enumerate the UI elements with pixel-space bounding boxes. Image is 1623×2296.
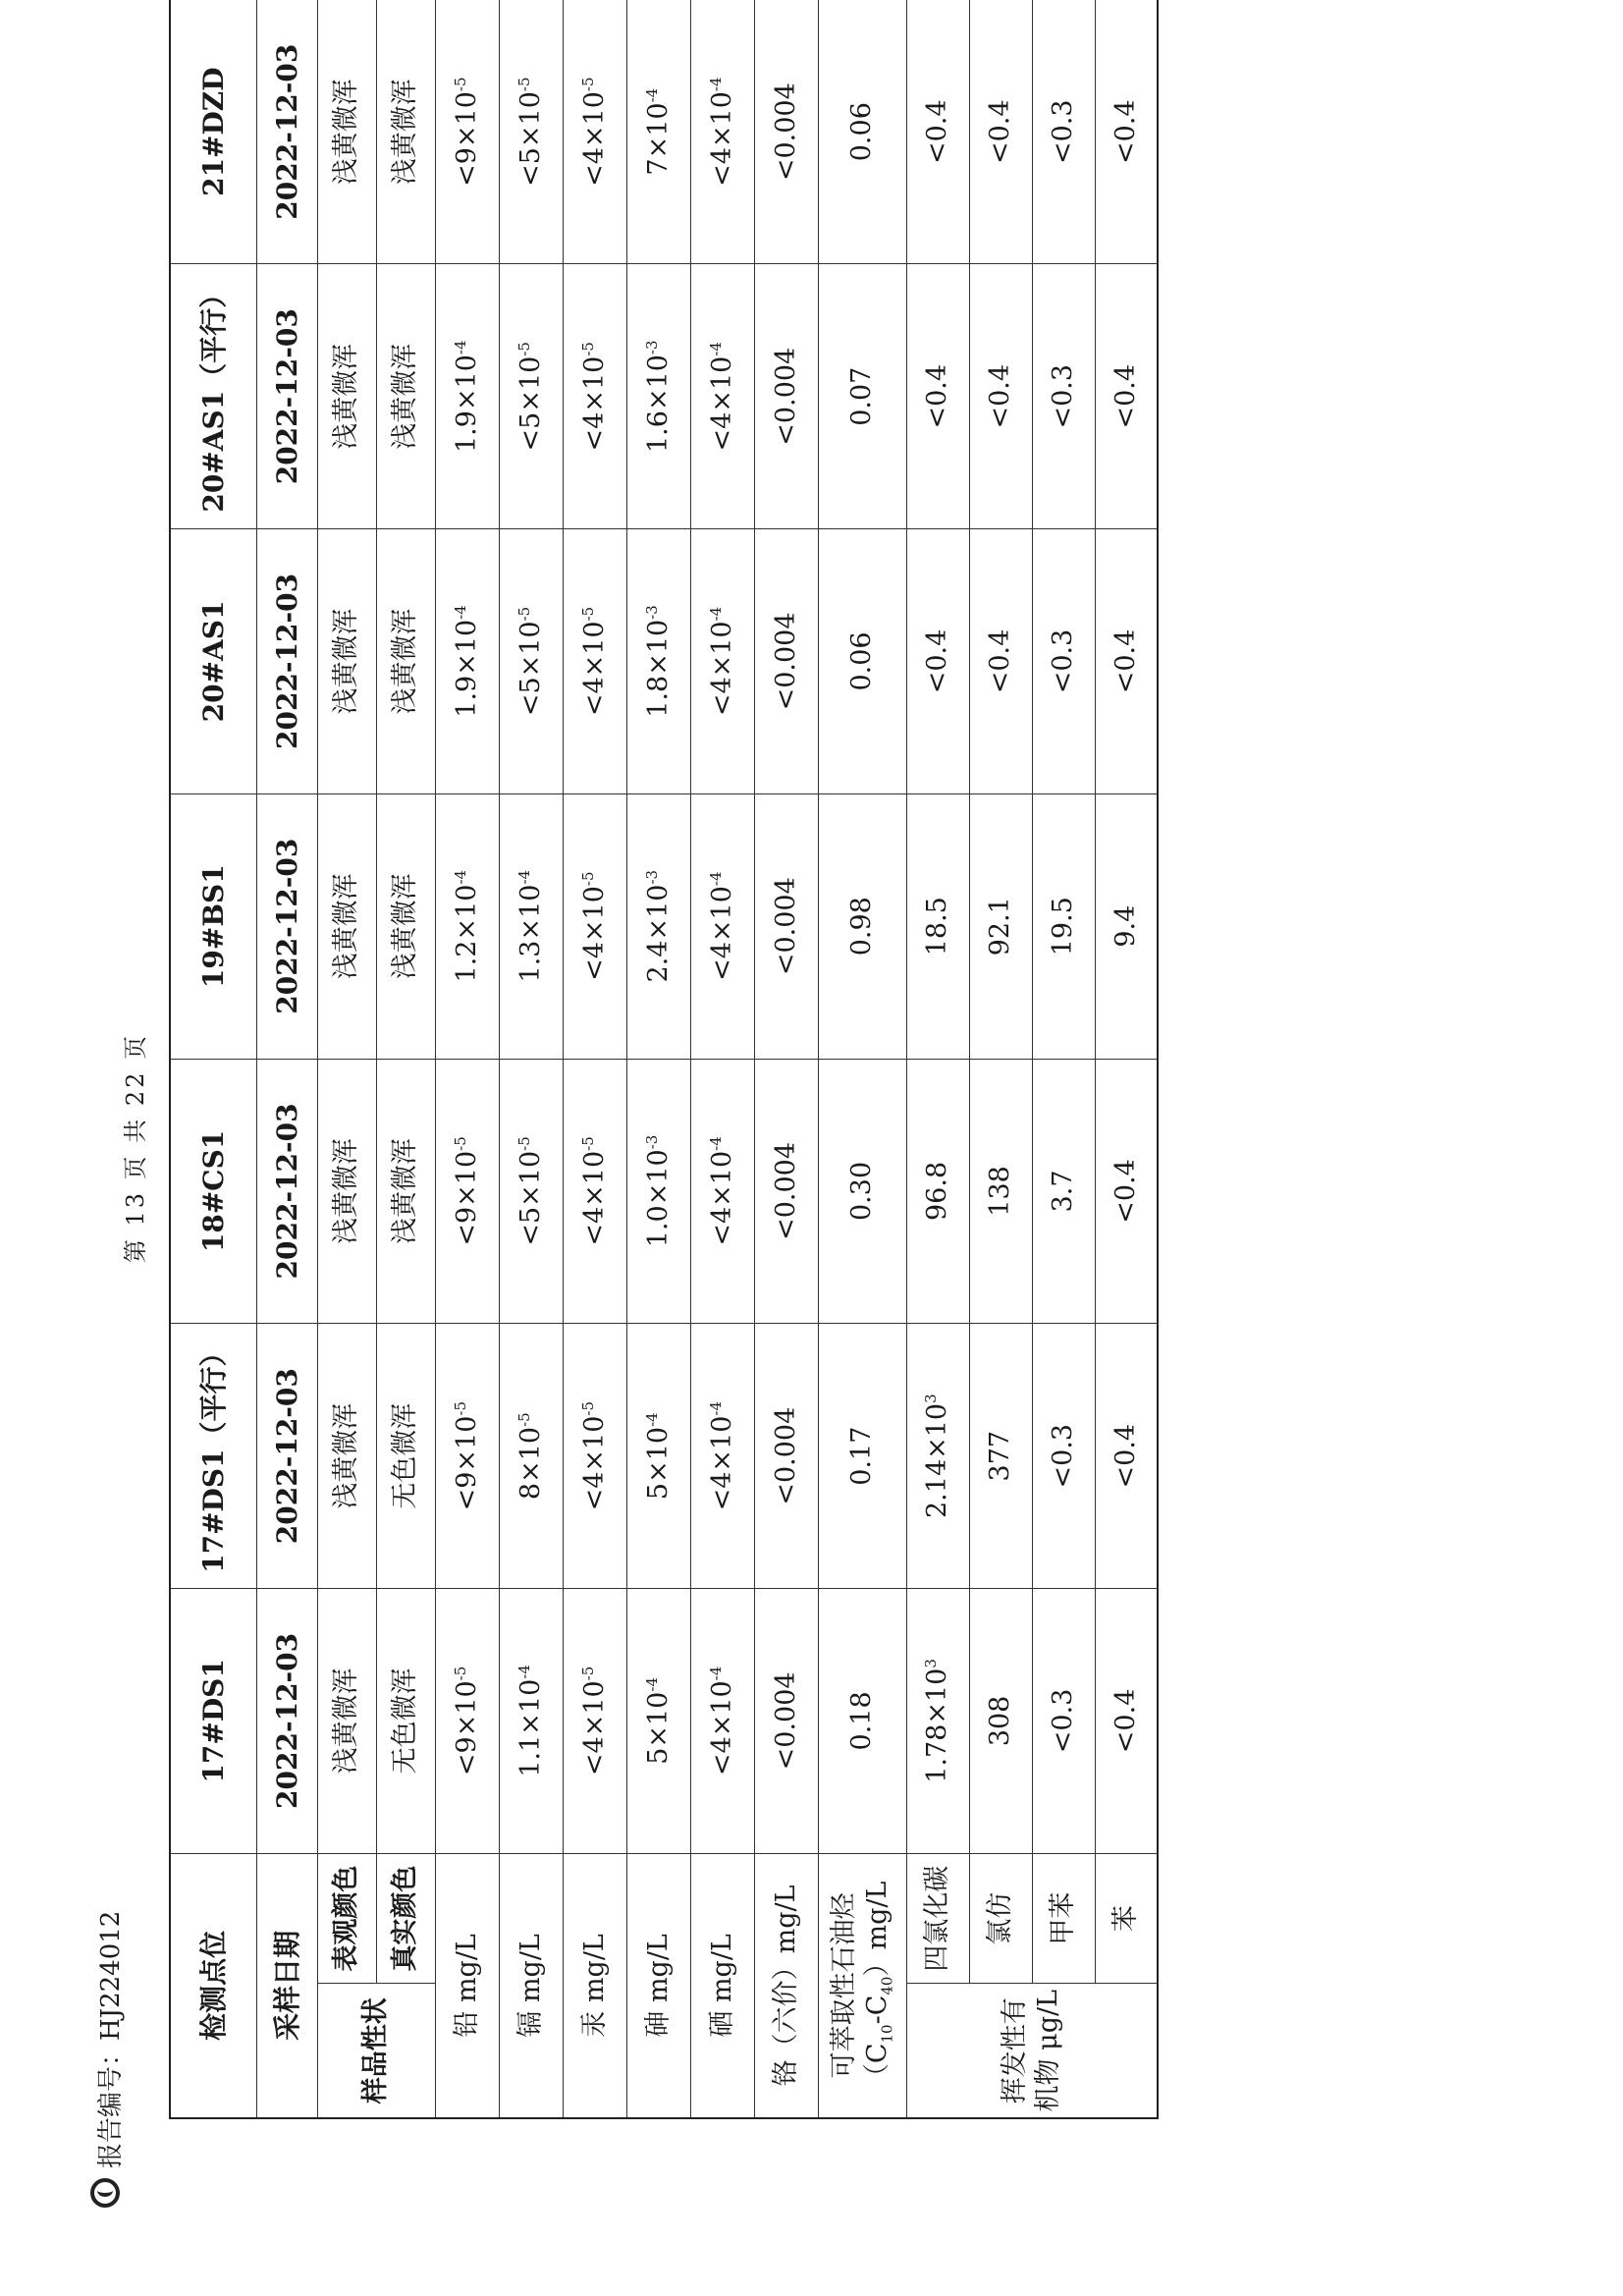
chloroform-value-cell: [969, 793, 1032, 1059]
chromium-value-cell: [754, 529, 818, 794]
selenium-value: <4×10: [706, 621, 737, 717]
selenium-exponent: -4: [706, 871, 725, 887]
true-color-label: 真实颜色: [376, 1853, 435, 1984]
date-cell: 2022-12-03: [256, 1589, 317, 1854]
arsenic-exponent: -4: [642, 1412, 661, 1427]
cadmium-exponent: -5: [514, 1136, 533, 1151]
location-label: 检测点位: [170, 1853, 256, 2118]
chromium-value: <0.004: [770, 1406, 801, 1505]
lead-value-cell: [435, 0, 499, 264]
toluene-value-cell: [1032, 793, 1095, 1059]
toluene-label: 甲苯: [1032, 1853, 1095, 1984]
cadmium-value-cell: [499, 1059, 563, 1324]
mercury-value: <4×10: [578, 355, 610, 452]
petroleum-value: 0.17: [846, 1426, 878, 1486]
chromium-value: <0.004: [770, 612, 801, 711]
mercury-value-cell: [563, 529, 626, 794]
apparent-color-cell: 浅黄微浑: [317, 529, 376, 794]
cadmium-exponent: -5: [514, 77, 533, 92]
cadmium-value: <5×10: [514, 91, 546, 187]
petroleum-value-cell: [818, 264, 906, 529]
sample-group-label: 样品性状: [317, 1984, 435, 2118]
chloroform-value-cell: [969, 529, 1032, 794]
chromium-value: <0.004: [770, 347, 801, 446]
ccl4-value: 2.14×10: [922, 1402, 953, 1518]
cadmium-value-cell: [499, 1589, 563, 1854]
arsenic-value: 5×10: [642, 1426, 674, 1501]
chloroform-value: <0.4: [985, 363, 1016, 429]
chloroform-value: 377: [985, 1430, 1016, 1482]
benzene-value: <0.4: [1109, 629, 1141, 694]
arsenic-exponent: -3: [642, 605, 661, 620]
chloroform-value: <0.4: [985, 629, 1016, 694]
selenium-value-cell: [690, 1324, 754, 1589]
lead-exponent: -4: [451, 340, 469, 355]
ccl4-value-cell: [906, 529, 969, 794]
mercury-value: <4×10: [578, 91, 610, 187]
selenium-value-cell: [690, 793, 754, 1059]
benzene-value: 9.4: [1109, 904, 1141, 948]
selenium-value-cell: [690, 1059, 754, 1324]
selenium-value: <4×10: [706, 1680, 737, 1777]
table-row-location: [170, 0, 256, 2118]
table-row-date: [256, 0, 317, 2118]
cadmium-value-cell: [499, 1324, 563, 1589]
true-color-cell: 浅黄微浑: [376, 529, 435, 794]
voc-group-label: 挥发性有机物 μg/L: [906, 1984, 1158, 2118]
cadmium-value: 1.1×10: [514, 1678, 546, 1777]
chloroform-value: 138: [985, 1166, 1016, 1217]
selenium-value-cell: [690, 0, 754, 264]
benzene-value-cell: [1095, 529, 1158, 794]
lead-value: <9×10: [451, 91, 482, 187]
true-color-cell: 浅黄微浑: [376, 1059, 435, 1324]
arsenic-value: 1.8×10: [642, 619, 674, 718]
petroleum-value-cell: [818, 0, 906, 264]
cadmium-value: <5×10: [514, 355, 546, 452]
selenium-value: <4×10: [706, 886, 737, 981]
toluene-value: <0.3: [1048, 363, 1079, 429]
apparent-color-cell: 浅黄微浑: [317, 793, 376, 1059]
ccl4-value: <0.4: [922, 629, 953, 694]
petroleum-value: 0.30: [846, 1161, 878, 1221]
ccl4-value-cell: [906, 1324, 969, 1589]
date-cell: 2022-12-03: [256, 1059, 317, 1324]
table-row-lead: [435, 0, 499, 2118]
chromium-value-cell: [754, 264, 818, 529]
arsenic-value: 1.0×10: [642, 1149, 674, 1248]
selenium-value-cell: [690, 1589, 754, 1854]
petroleum-value: 0.06: [846, 102, 878, 162]
petroleum-label: [818, 1853, 906, 2118]
lead-exponent: -5: [451, 1136, 469, 1151]
location-cell: 20#AS1: [170, 529, 256, 794]
table-row-chromium: [754, 0, 818, 2118]
cadmium-value: 1.3×10: [514, 884, 546, 983]
lead-value: 1.9×10: [451, 355, 482, 453]
lead-exponent: -4: [451, 605, 469, 620]
petroleum-value: 0.06: [846, 631, 878, 691]
ccl4-value: 18.5: [922, 897, 953, 957]
lead-exponent: -5: [451, 77, 469, 92]
selenium-exponent: -4: [706, 606, 725, 622]
cadmium-label: 镉 mg/L: [499, 1853, 563, 2118]
chromium-label: 铬（六价）mg/L: [754, 1853, 818, 2118]
table-row-benzene: [1095, 0, 1158, 2118]
arsenic-exponent: -3: [642, 1134, 661, 1150]
arsenic-value: 2.4×10: [642, 884, 674, 983]
ccl4-value: <0.4: [922, 363, 953, 429]
chloroform-value: 308: [985, 1695, 1016, 1747]
date-cell: 2022-12-03: [256, 529, 317, 794]
location-cell: 19#BS1: [170, 793, 256, 1059]
selenium-value-cell: [690, 529, 754, 794]
arsenic-value: 5×10: [642, 1691, 674, 1765]
petroleum-sub-40: 40: [878, 1976, 896, 1995]
date-cell: 2022-12-03: [256, 264, 317, 529]
benzene-value-cell: [1095, 0, 1158, 264]
table-row-selenium: [690, 0, 754, 2118]
mercury-value-cell: [563, 1589, 626, 1854]
arsenic-value: 7×10: [642, 102, 674, 176]
toluene-value: <0.3: [1048, 99, 1079, 164]
ccl4-value-cell: [906, 793, 969, 1059]
location-cell: 17#DS1: [170, 1589, 256, 1854]
benzene-value-cell: [1095, 793, 1158, 1059]
chloroform-value-cell: [969, 1059, 1032, 1324]
cadmium-exponent: -5: [514, 342, 533, 356]
page-number: 第 13 页 共 22 页: [122, 1032, 149, 1264]
toluene-value: <0.3: [1048, 629, 1079, 694]
mercury-value: <4×10: [578, 1150, 610, 1246]
arsenic-exponent: -3: [642, 340, 661, 355]
selenium-label: 硒 mg/L: [690, 1853, 754, 2118]
apparent-color-cell: 浅黄微浑: [317, 0, 376, 264]
selenium-exponent: -4: [706, 77, 725, 92]
apparent-color-cell: 浅黄微浑: [317, 1589, 376, 1854]
mercury-exponent: -5: [578, 342, 597, 356]
lead-value: <9×10: [451, 1415, 482, 1511]
cadmium-exponent: -4: [514, 869, 533, 885]
mercury-value-cell: [563, 0, 626, 264]
apparent-color-cell: 浅黄微浑: [317, 264, 376, 529]
mercury-exponent: -5: [578, 1136, 597, 1151]
cadmium-exponent: -5: [514, 606, 533, 622]
lead-exponent: -5: [451, 1666, 469, 1681]
mercury-value-cell: [563, 1324, 626, 1589]
true-color-cell: 浅黄微浑: [376, 264, 435, 529]
selenium-exponent: -4: [706, 1136, 725, 1151]
ccl4-label: 四氯化碳: [906, 1853, 969, 1984]
mercury-value: <4×10: [578, 886, 610, 981]
chromium-value-cell: [754, 793, 818, 1059]
true-color-cell: 无色微浑: [376, 1324, 435, 1589]
chromium-value-cell: [754, 1324, 818, 1589]
lead-value-cell: [435, 793, 499, 1059]
ccl4-exponent: 3: [922, 1394, 941, 1403]
toluene-value-cell: [1032, 529, 1095, 794]
ccl4-value: 96.8: [922, 1161, 953, 1221]
selenium-value: <4×10: [706, 1415, 737, 1511]
petroleum-value-cell: [818, 1589, 906, 1854]
petroleum-value-cell: [818, 1059, 906, 1324]
apparent-color-cell: 浅黄微浑: [317, 1059, 376, 1324]
toluene-value-cell: [1032, 264, 1095, 529]
cadmium-value-cell: [499, 264, 563, 529]
chloroform-value: <0.4: [985, 99, 1016, 164]
lead-label: 铅 mg/L: [435, 1853, 499, 2118]
ccl4-value-cell: [906, 1059, 969, 1324]
table-row-mercury: [563, 0, 626, 2118]
mercury-value-cell: [563, 1059, 626, 1324]
benzene-value: <0.4: [1109, 99, 1141, 164]
mercury-value: <4×10: [578, 1680, 610, 1777]
location-cell: 17#DS1（平行）: [170, 1324, 256, 1589]
mercury-label: 汞 mg/L: [563, 1853, 626, 2118]
selenium-value: <4×10: [706, 91, 737, 187]
mercury-exponent: -5: [578, 606, 597, 622]
toluene-value: 3.7: [1048, 1170, 1079, 1213]
ccl4-value-cell: [906, 264, 969, 529]
lead-value-cell: [435, 1324, 499, 1589]
arsenic-value-cell: [626, 793, 690, 1059]
arsenic-exponent: -4: [642, 87, 661, 103]
petroleum-value-cell: [818, 529, 906, 794]
cadmium-value-cell: [499, 793, 563, 1059]
results-table: [169, 0, 1159, 2119]
lead-value-cell: [435, 529, 499, 794]
chromium-value: <0.004: [770, 82, 801, 182]
chromium-value: <0.004: [770, 1141, 801, 1240]
petroleum-value-cell: [818, 793, 906, 1059]
report-number: 报告编号：HJ224012: [96, 1910, 126, 2168]
chloroform-value-cell: [969, 1589, 1032, 1854]
lead-value: 1.2×10: [451, 884, 482, 983]
mercury-exponent: -5: [578, 77, 597, 92]
toluene-value: <0.3: [1048, 1423, 1079, 1489]
lead-value: 1.9×10: [451, 619, 482, 718]
table-row-arsenic: [626, 0, 690, 2118]
cadmium-value: <5×10: [514, 1150, 546, 1246]
arsenic-value-cell: [626, 529, 690, 794]
chloroform-label: 氯仿: [969, 1853, 1032, 1984]
cadmium-exponent: -5: [514, 1412, 533, 1427]
selenium-exponent: -4: [706, 1400, 725, 1416]
arsenic-value-cell: [626, 0, 690, 264]
ccl4-value-cell: [906, 0, 969, 264]
arsenic-value-cell: [626, 264, 690, 529]
date-cell: 2022-12-03: [256, 1324, 317, 1589]
cadmium-value-cell: [499, 0, 563, 264]
petroleum-value: 0.98: [846, 897, 878, 957]
mercury-value: <4×10: [578, 621, 610, 717]
ccl4-value: <0.4: [922, 99, 953, 164]
toluene-value: <0.3: [1048, 1688, 1079, 1754]
cadmium-value: <5×10: [514, 621, 546, 717]
toluene-value-cell: [1032, 1324, 1095, 1589]
benzene-value-cell: [1095, 1324, 1158, 1589]
table-row-ccl4: [906, 0, 969, 2118]
selenium-value: <4×10: [706, 1150, 737, 1246]
table-row-apparent-color: [317, 0, 376, 2118]
petroleum-dash: -C: [861, 1995, 893, 2025]
date-cell: 2022-12-03: [256, 793, 317, 1059]
chloroform-value-cell: [969, 1324, 1032, 1589]
petroleum-value: 0.07: [846, 366, 878, 426]
arsenic-value: 1.6×10: [642, 355, 674, 453]
petroleum-value: 0.18: [846, 1691, 878, 1751]
chromium-value-cell: [754, 1059, 818, 1324]
ccl4-exponent: 3: [922, 1659, 941, 1668]
petroleum-sub-10: 10: [878, 2024, 896, 2044]
chromium-value: <0.004: [770, 877, 801, 976]
lead-value: <9×10: [451, 1680, 482, 1777]
lead-exponent: -4: [451, 869, 469, 885]
location-cell: 21#DZD: [170, 0, 256, 264]
benzene-value: <0.4: [1109, 1159, 1141, 1224]
selenium-value: <4×10: [706, 355, 737, 452]
chromium-value: <0.004: [770, 1671, 801, 1771]
benzene-value: <0.4: [1109, 1688, 1141, 1754]
table-row-true-color: [376, 0, 435, 2118]
lead-value-cell: [435, 1589, 499, 1854]
date-label: 采样日期: [256, 1853, 317, 2118]
apparent-color-label: 表观颜色: [317, 1853, 376, 1984]
chromium-value-cell: [754, 1589, 818, 1854]
petroleum-label-pre: 可萃取性石油烃（C: [829, 1892, 893, 2091]
arsenic-label: 砷 mg/L: [626, 1853, 690, 2118]
arsenic-value-cell: [626, 1324, 690, 1589]
cadmium-exponent: -4: [514, 1665, 533, 1679]
benzene-value: <0.4: [1109, 363, 1141, 429]
chloroform-value-cell: [969, 264, 1032, 529]
selenium-exponent: -4: [706, 342, 725, 356]
cadmium-value: 8×10: [514, 1426, 546, 1501]
ccl4-value: 1.78×10: [922, 1667, 953, 1783]
table-row-petroleum: [818, 0, 906, 2118]
benzene-value-cell: [1095, 264, 1158, 529]
mercury-value: <4×10: [578, 1415, 610, 1511]
arsenic-value-cell: [626, 1589, 690, 1854]
arsenic-value-cell: [626, 1059, 690, 1324]
lead-value-cell: [435, 1059, 499, 1324]
table-row-chloroform: [969, 0, 1032, 2118]
true-color-cell: 浅黄微浑: [376, 0, 435, 264]
location-cell: 18#CS1: [170, 1059, 256, 1324]
benzene-label: 苯: [1095, 1853, 1158, 1984]
mercury-exponent: -5: [578, 1400, 597, 1416]
chloroform-value: 92.1: [985, 897, 1016, 957]
benzene-value-cell: [1095, 1589, 1158, 1854]
mercury-exponent: -5: [578, 1666, 597, 1681]
location-cell: 20#AS1（平行）: [170, 264, 256, 529]
arsenic-exponent: -4: [642, 1677, 661, 1692]
chromium-value-cell: [754, 0, 818, 264]
cadmium-value-cell: [499, 529, 563, 794]
benzene-value: <0.4: [1109, 1423, 1141, 1489]
arsenic-exponent: -3: [642, 869, 661, 885]
lead-value-cell: [435, 264, 499, 529]
mercury-value-cell: [563, 264, 626, 529]
mercury-value-cell: [563, 793, 626, 1059]
lead-exponent: -5: [451, 1400, 469, 1416]
toluene-value-cell: [1032, 1589, 1095, 1854]
chloroform-value-cell: [969, 0, 1032, 264]
toluene-value-cell: [1032, 1059, 1095, 1324]
selenium-value-cell: [690, 264, 754, 529]
true-color-cell: 无色微浑: [376, 1589, 435, 1854]
table-row-cadmium: [499, 0, 563, 2118]
date-cell: 2022-12-03: [256, 0, 317, 264]
mercury-exponent: -5: [578, 871, 597, 887]
toluene-value: 19.5: [1048, 897, 1079, 957]
ccl4-value-cell: [906, 1589, 969, 1854]
selenium-exponent: -4: [706, 1666, 725, 1681]
table-row-toluene: [1032, 0, 1095, 2118]
petroleum-label-post: ）mg/L: [861, 1881, 893, 1977]
apparent-color-cell: 浅黄微浑: [317, 1324, 376, 1589]
toluene-value-cell: [1032, 0, 1095, 264]
true-color-cell: 浅黄微浑: [376, 793, 435, 1059]
petroleum-value-cell: [818, 1324, 906, 1589]
lead-value: <9×10: [451, 1150, 482, 1246]
benzene-value-cell: [1095, 1059, 1158, 1324]
